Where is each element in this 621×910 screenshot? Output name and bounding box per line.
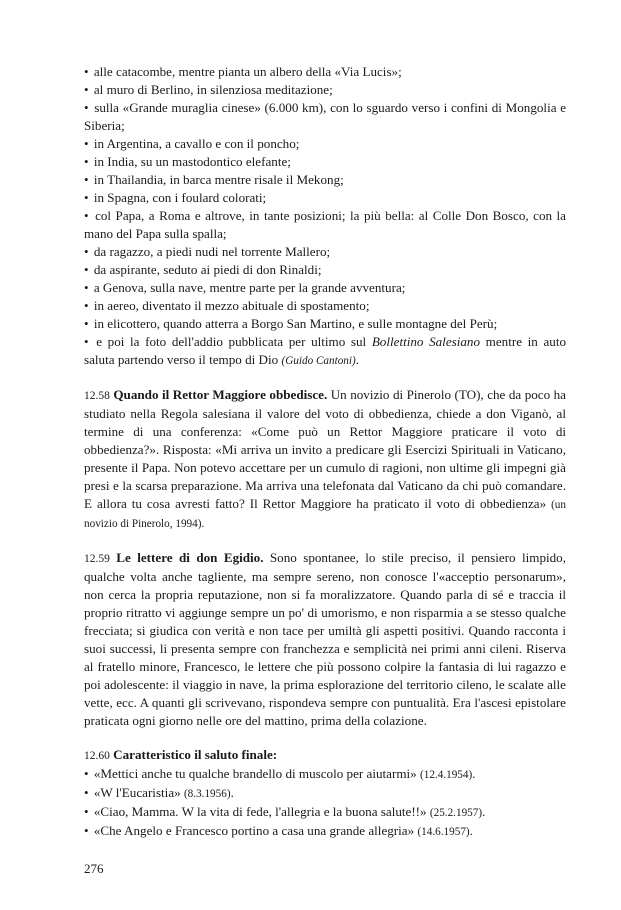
letter-date: (25.2.1957) [429, 807, 483, 819]
photo-list [84, 63, 566, 370]
bullet-icon: • [84, 190, 89, 205]
bullet-icon: • [84, 172, 89, 187]
list-item [84, 333, 566, 370]
letter-date: (8.3.1956) [183, 788, 231, 800]
bullet-icon: • [84, 208, 89, 223]
list-item [84, 279, 566, 297]
list-item [84, 243, 566, 261]
section-12-58 [84, 386, 566, 533]
list-item [84, 261, 566, 279]
list-item [84, 803, 566, 822]
list-item [84, 171, 566, 189]
list-item-text: in aereo, diventato il mezzo abituale di spostamento; [93, 298, 370, 313]
list-item-text: in Thailandia, in barca mentre risale il Mekong; [93, 172, 344, 187]
section-12-59 [84, 549, 566, 730]
bullet-icon: • [84, 136, 89, 151]
source-citation: (un novizio di Pinerolo, 1994). [84, 499, 566, 530]
bullet-icon: • [84, 244, 89, 259]
bullet-icon: • [84, 262, 89, 277]
bullet-icon: • [84, 154, 89, 169]
list-item-text: e poi la foto dell'addio pubblicata per ultimo sul [96, 334, 372, 349]
section-body: Sono spontanee, lo stile preciso, il pensiero limpido, qualche volta anche tagliente, ma sempre sereno, non conosce l'«acceptio personarum», non cerca la propria reputazione, non si fa moralizzatore. Quando parla di sé e traccia il proprio ritratto vi aggiunge sempre un po' di umorismo, e non risparmia a se stesso qualche frecciata; si giudica con verità e non tace per umiltà gli aspetti positivi. Quando racconta i suoi successi, li presenta sempre con franchezza e semplicità nei primi anni cileni. Riserva al fratello minore, Francesco, le lettere che più possono colpire la fantasia di lui ragazzo e poi adolescente: il viaggio in nave, la prima esplorazione del territorio cileno, le scalate alle vette, ecc. A quanti gli scrivevano, rispondeva sempre con puntualità. Era l'ascesi epistolare praticata ogni giorno nelle ore del mattino, prima della colazione. [84, 550, 566, 728]
bullet-icon: • [84, 316, 89, 331]
list-item-text: col Papa, a Roma e altrove, in tante posizioni; la più bella: al Colle Don Bosco, con la mano del Papa sulla spalla; [84, 208, 566, 241]
list-item [84, 297, 566, 315]
page-content [84, 63, 566, 841]
list-item [84, 765, 566, 784]
bullet-icon: • [84, 823, 89, 838]
list-item-text: «Che Angelo e Francesco portino a casa una grande allegria» [93, 823, 418, 838]
section-number: 12.59 [84, 553, 110, 565]
section-title: Quando il Rettor Maggiore obbedisce. [113, 387, 328, 402]
list-item-text: . [469, 823, 473, 838]
bullet-icon: • [84, 100, 89, 115]
greeting-list [84, 765, 566, 841]
list-item-text: «W l'Eucaristia» [93, 785, 184, 800]
bullet-icon: • [84, 64, 89, 79]
bullet-icon: • [84, 334, 89, 349]
bullet-icon: • [84, 280, 89, 295]
list-item [84, 207, 566, 243]
list-item [84, 99, 566, 135]
list-item [84, 315, 566, 333]
section-title: Caratteristico il saluto finale: [113, 747, 278, 762]
list-item [84, 189, 566, 207]
section-body: Un novizio di Pinerolo (TO), che da poco ha studiato nella Regola salesiana il valore del voto di obbedienza, chiede a don Viganò, al termine di una conferenza: «Come può un Rettor Maggiore praticare il voto di obbedienza?». Risposta: «Mi arriva un invito a predicare gli Esercizi Spirituali in Vaticano, presente il Papa. Non potevo accettare per un cumulo di ragioni, non ultime gli impegni già presi e la scarsa preparazione. Ma arriva una telefonata dal Vaticano da chi può comandare. E allora tu cosa avresti fatto? Il Rettor Maggiore ha praticato il voto di obbedienza» [84, 387, 566, 511]
list-item-text: in India, su un mastodontico elefante; [93, 154, 291, 169]
list-item [84, 153, 566, 171]
list-item-text: in elicottero, quando atterra a Borgo San Martino, e sulle montagne del Perù; [93, 316, 498, 331]
bullet-icon: • [84, 298, 89, 313]
bullet-icon: • [84, 804, 89, 819]
list-item-text: in Argentina, a cavallo e con il poncho; [93, 136, 300, 151]
bullet-icon: • [84, 82, 89, 97]
list-item [84, 135, 566, 153]
list-item [84, 822, 566, 841]
letter-date: (12.4.1954) [420, 769, 473, 781]
list-item-text: da ragazzo, a piedi nudi nel torrente Mallero; [93, 244, 331, 259]
list-item-text: mentre in auto saluta partendo verso il tempo di Dio [84, 334, 566, 367]
publication-title: Bollettino Salesiano [371, 334, 481, 349]
list-item-text: . [230, 785, 234, 800]
list-item-text: a Genova, sulla nave, mentre parte per la grande avventura; [93, 280, 406, 295]
section-number: 12.60 [84, 750, 110, 762]
list-item-text: . [482, 804, 486, 819]
section-12-60 [84, 746, 566, 841]
letter-date: (14.6.1957) [417, 826, 470, 838]
list-item-text: «Mettici anche tu qualche brandello di muscolo per aiutarmi» [93, 766, 420, 781]
section-title: Le lettere di don Egidio. [116, 550, 264, 565]
list-item [84, 63, 566, 81]
list-item-text: . [355, 352, 360, 367]
list-item-text: «Ciao, Mamma. W la vita di fede, l'allegria e la buona salute!!» [93, 804, 430, 819]
source-citation: (Guido Cantoni) [281, 355, 356, 367]
bullet-icon: • [84, 766, 89, 781]
list-item [84, 784, 566, 803]
list-item-text: in Spagna, con i foulard colorati; [93, 190, 267, 205]
list-item-text: . [472, 766, 476, 781]
list-item-text: da aspirante, seduto ai piedi di don Rinaldi; [93, 262, 322, 277]
list-item-text: sulla «Grande muraglia cinese» (6.000 km), con lo sguardo verso i confini di Mongolia e Siberia; [84, 100, 567, 133]
section-number: 12.58 [84, 390, 110, 402]
list-item-text: alle catacombe, mentre pianta un albero della «Via Lucis»; [93, 64, 402, 79]
bullet-icon: • [84, 785, 89, 800]
list-item [84, 81, 566, 99]
list-item-text: al muro di Berlino, in silenziosa meditazione; [93, 82, 333, 97]
page-number: 276 [84, 861, 104, 876]
